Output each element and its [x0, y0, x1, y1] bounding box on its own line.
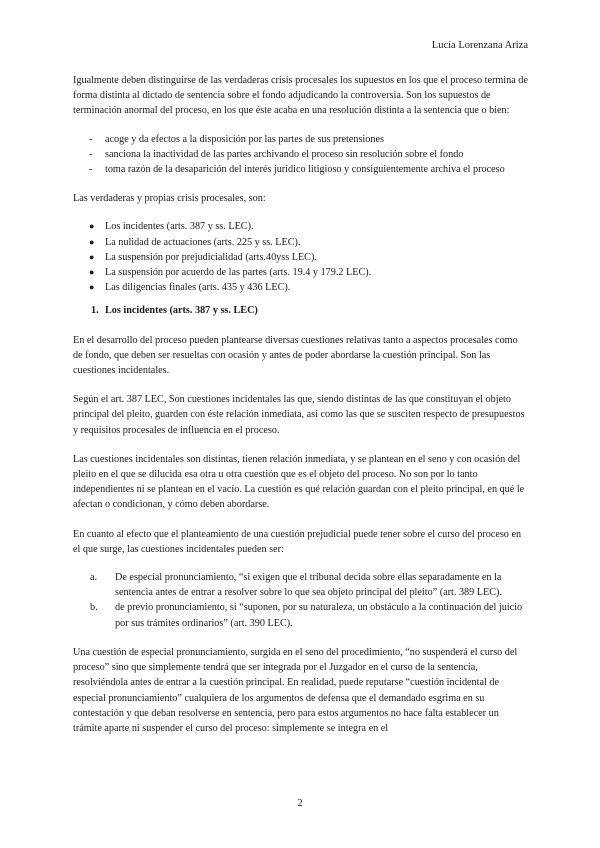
section-heading: [73, 303, 528, 318]
section-number: 1.: [91, 305, 99, 317]
list-item-text: Las diligencias finales (arts. 435 y 436 LEC).: [105, 282, 291, 294]
list-item-text: De especial pronunciamiento, “si exigen que el tribunal decida sobre ellas separadamente en la sentencia antes de entrar a resolver sobre lo que sea objeto principal del pleito” (art. 389 LEC).: [115, 572, 502, 599]
list-item-text: Los incidentes (arts. 387 y ss. LEC).: [105, 221, 254, 233]
dash-marker: -: [89, 148, 93, 160]
section-title: Los incidentes (arts. 387 y ss. LEC): [105, 305, 258, 317]
list-item-text: sanciona la inactividad de las partes archivando el proceso sin resolución sobre el fondo: [105, 148, 464, 160]
document-body: [73, 73, 528, 750]
list-item: [73, 570, 528, 600]
paragraph-effect: En cuanto al efecto que el planteamiento de una cuestión prejudicial puede tener sobre el curso del proceso en el que surge, las cuestiones incidentales pueden ser:: [73, 528, 522, 555]
paragraph-special-pronouncement: Una cuestión de especial pronunciamiento, surgida en el seno del procedimiento, “no suspenderá el curso del proceso” sino que simplemente tendrá que ser integrada por el Juzgador en el curso de la sentencia, resolviéndola antes de entrar a la cuestión principal. En realidad, puede reputarse “cuestión incidental de especial pronunciamiento” cualquiera de los argumentos de defensa que el demandado esgrima en su contestación y que deban resolverse en sentencia, pero para estos argumentos no hace falta establecer un trámite aparte ni suspender el curso del proceso: simplemente se integra en el: [73, 646, 518, 734]
alpha-marker: a.: [90, 572, 98, 584]
dash-marker: -: [89, 133, 93, 145]
list-item-text: La nulidad de actuaciones (arts. 225 y ss. LEC).: [105, 236, 301, 248]
bullet-marker: ●: [89, 282, 95, 293]
list-item: [73, 132, 528, 147]
paragraph-development: En el desarrollo del proceso pueden plantearse diversas cuestiones relativas tanto a aspectos procesales como de fondo, que deben ser resueltas con ocasión y antes de poder abordarse la cuestión principal. Son las cuestiones incidentales.: [73, 334, 518, 377]
dash-list: [73, 132, 528, 178]
bullet-marker: ●: [89, 251, 95, 262]
bullet-marker: ●: [89, 267, 95, 278]
list-item: [73, 600, 528, 630]
alpha-list: [73, 570, 528, 631]
list-item-text: acoge y da efectos a la disposición por las partes de sus pretensiones: [105, 133, 384, 145]
list-item: [73, 265, 528, 280]
bullet-list: [73, 219, 528, 295]
page-header-author: Lucía Lorenzana Ariza: [431, 40, 528, 51]
list-item: [73, 250, 528, 265]
list-item: [73, 280, 528, 295]
paragraph-intro: Igualmente deben distinguirse de las verdaderas crisis procesales los supuestos en los que el proceso termina de forma distinta al dictado de sentencia sobre el fondo adjudicando la controversia. Son los supuestos de terminación anormal del proceso, en los que éste acaba en una resolución distinta a la sentencia que o bien:: [73, 75, 528, 117]
list-item: [73, 147, 528, 162]
list-item: [73, 162, 528, 177]
paragraph-incidental-distinct: Las cuestiones incidentales son distintas, tienen relación inmediata, y se plantean en el seno y con ocasión del pleito en el que se dilucida esa otra u otra cuestión que es el objeto del proceso. No son por lo tanto independientes ni se plantean en el vacío. La cuestión es qué relación guardan con el pleito principal, en qué le afectan o condicionan, y cómo deben abordarse.: [73, 453, 525, 511]
list-item-text: La suspensión por acuerdo de las partes (arts. 19.4 y 179.2 LEC).: [105, 267, 372, 279]
list-item-text: de previo pronunciamiento, si “suponen, por su naturaleza, un obstáculo a la continuación del juicio por sus trámites ordinarios” (art. 390 LEC).: [115, 602, 523, 629]
bullet-marker: ●: [89, 221, 95, 232]
list-item: [73, 235, 528, 250]
alpha-marker: b.: [90, 602, 98, 614]
bullet-marker: ●: [89, 236, 95, 247]
list-item-text: La suspensión por prejudicialidad (arts.40yss LEC).: [105, 251, 317, 263]
list-item-text: toma razón de la desaparición del interés jurídico litigioso y consiguientemente archiva el proceso: [105, 164, 505, 176]
paragraph-crisis-intro: Las verdaderas y propias crisis procesales, son:: [73, 193, 266, 205]
paragraph-article-387: Según el art. 387 LEC, Son cuestiones incidentales las que, siendo distintas de las que constituyan el objeto principal del pleito, guarden con éste relación inmediata, así como las que se susciten respecto de presupuestos y requisitos procesales de influencia en el proceso.: [73, 394, 525, 436]
list-item: [73, 219, 528, 234]
dash-marker: -: [89, 164, 93, 176]
page-number: 2: [297, 798, 303, 809]
